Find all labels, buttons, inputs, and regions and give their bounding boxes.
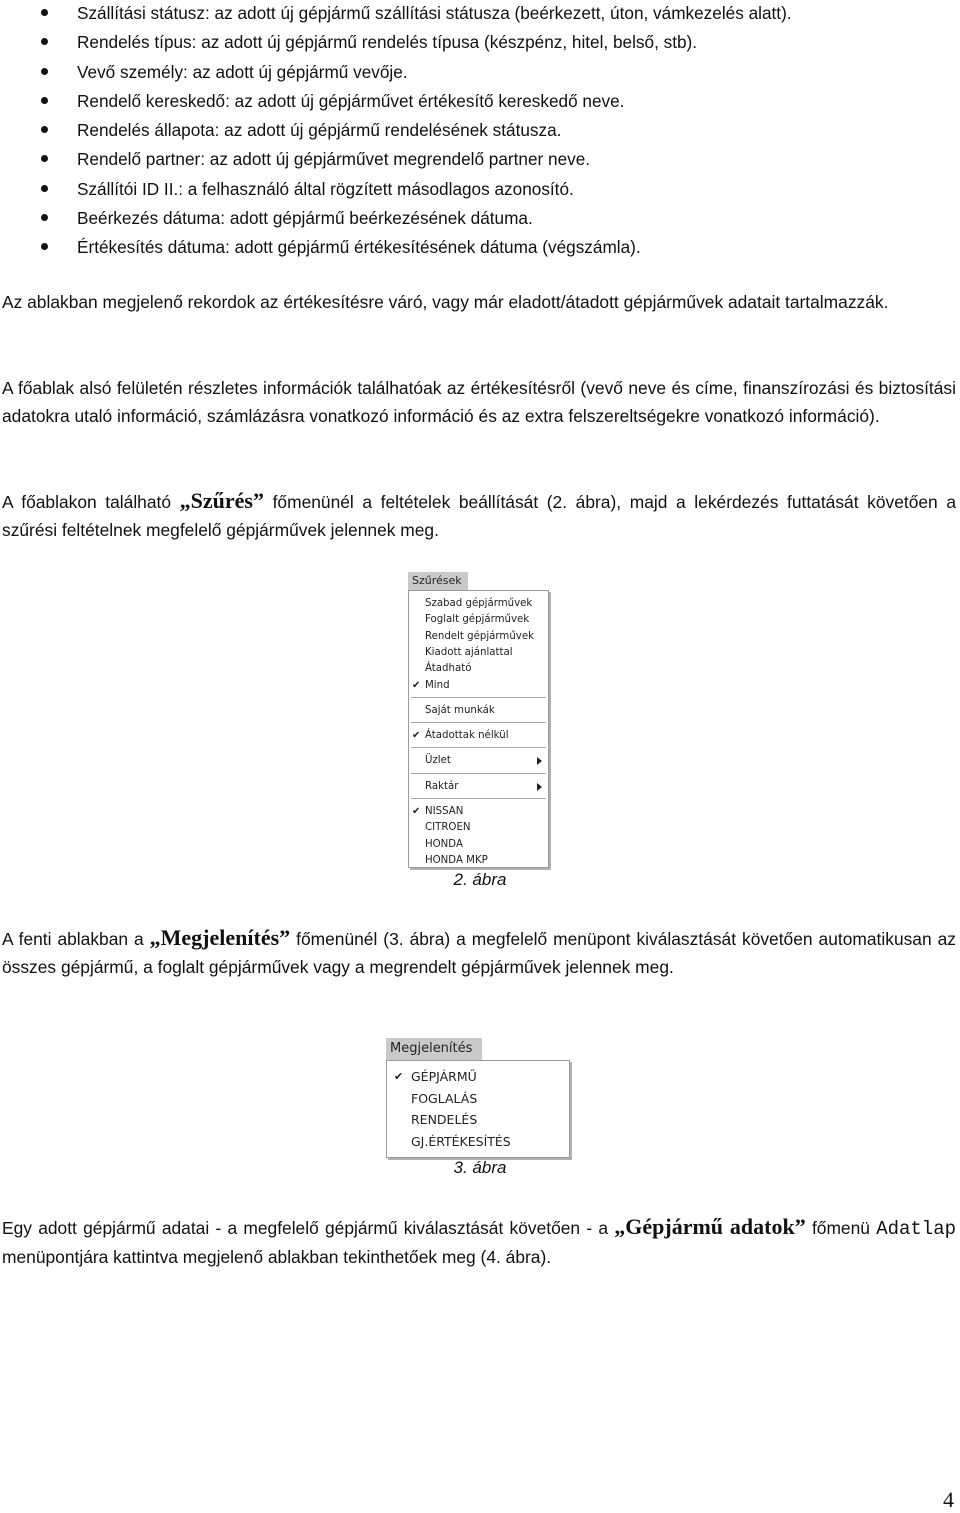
menu-item-label: NISSAN <box>425 806 464 817</box>
paragraph-text: főmenünél a feltételek beállítását (2. ábra), majd a lekérdezés futtatását követően a szűrési feltételnek megfelelő gépjárművek jelennek meg. <box>2 492 957 541</box>
bullet-item <box>0 234 960 263</box>
paragraph-text: A főablakon található <box>2 492 180 512</box>
paragraph-text: menüpontjára kattintva megjelenő ablakban tekinthetőek meg (4. ábra). <box>2 1247 552 1268</box>
checkmark-icon: ✔ <box>412 806 421 817</box>
bullet-item <box>0 176 960 205</box>
bullet-text: Szállítói ID II.: a felhasználó által rögzített másodlagos azonosító. <box>77 178 574 199</box>
menu-separator <box>411 747 546 749</box>
page-number: 4 <box>943 1487 954 1512</box>
bullet-item <box>0 205 960 234</box>
bullet-dot-icon <box>41 9 48 16</box>
paragraph-text: főmenünél (3. ábra) a megfelelő menüpont kiválasztását követően automatikusan az összes gépjármű, a foglalt gépjárművek vagy a megrendelt gépjárművek jelennek meg. <box>2 929 956 978</box>
menu-item-label: Mind <box>425 679 450 691</box>
bullet-dot-icon <box>41 155 48 162</box>
bullet-dot-icon <box>41 38 48 45</box>
szuresek-dropdown <box>408 590 549 868</box>
bullet-item <box>0 117 960 146</box>
bullet-dot-icon <box>41 214 48 221</box>
checkmark-icon: ✔ <box>394 1070 404 1083</box>
paragraph-text: főmenü <box>805 1218 877 1238</box>
megjelenites-dropdown <box>386 1060 570 1158</box>
bullet-item <box>0 88 960 117</box>
menu-separator <box>411 697 546 699</box>
menu-item-adatlap: Adatlap <box>876 1218 957 1240</box>
menu-name-gepjarmu-adatok: „Gépjármű adatok” <box>614 1214 806 1239</box>
bullet-text: Rendelés állapota: az adott új gépjármű rendelésének státusza. <box>77 120 562 141</box>
paragraph-text: A fenti ablakban a <box>2 929 150 949</box>
menu-item-label: Raktár <box>425 780 459 792</box>
menu-item[interactable] <box>409 779 548 795</box>
menu-item[interactable] <box>387 1132 569 1152</box>
menu-item[interactable] <box>409 728 548 744</box>
menu-item[interactable] <box>409 804 548 820</box>
menu-separator <box>411 798 546 800</box>
menu-item-label: FOGLALÁS <box>411 1090 478 1106</box>
menu-item-label: Foglalt gépjárművek <box>425 614 530 626</box>
bullet-dot-icon <box>41 185 48 192</box>
menu-title-szuresek[interactable]: Szűrések <box>408 572 468 590</box>
menu-name-megjelenites: „Megjelenítés” <box>149 925 291 950</box>
menu-separator <box>411 773 546 775</box>
menu-item-label: Szabad gépjárművek <box>425 598 533 609</box>
menu-item[interactable] <box>409 612 548 628</box>
menu-item[interactable] <box>409 645 548 661</box>
bullet-dot-icon <box>41 97 48 104</box>
menu-item[interactable] <box>409 837 548 853</box>
bullet-text: Szállítási státusz: az adott új gépjármű szállítási státusza (beérkezett, úton, vámkezelés alatt). <box>77 3 792 23</box>
paragraph-records: Az ablakban megjelenő rekordok az értékesítésre váró, vagy már eladott/átadott gépjárművek adatait tartalmazzák. <box>2 292 889 312</box>
menu-item[interactable] <box>387 1110 569 1130</box>
menu-item[interactable] <box>409 753 548 769</box>
szuresek-menu-figure <box>408 572 553 872</box>
menu-separator <box>411 722 546 724</box>
menu-item-label: GJ.ÉRTÉKESÍTÉS <box>411 1133 511 1149</box>
menu-item[interactable] <box>409 629 548 645</box>
bullet-item <box>0 146 960 175</box>
figure-caption-3: 3. ábra <box>453 1158 507 1177</box>
menu-item-label: Kiadott ajánlattal <box>425 646 513 658</box>
attribute-bullet-list <box>0 0 960 264</box>
bullet-text: Rendelés típus: az adott új gépjármű rendelés típusa (készpénz, hitel, belső, stb). <box>77 32 698 53</box>
paragraph-filter-menu <box>2 487 956 545</box>
bullet-item <box>0 59 960 88</box>
menu-item-label: HONDA MKP <box>425 854 488 866</box>
megjelenites-menu-figure <box>386 1038 574 1162</box>
bullet-text: Rendelő partner: az adott új gépjárművet megrendelő partner neve. <box>77 149 591 170</box>
menu-item[interactable] <box>409 661 548 677</box>
menu-item-label: RENDELÉS <box>411 1112 478 1127</box>
menu-item-label: Saját munkák <box>425 704 495 716</box>
menu-item-label: Átadottak nélkül <box>425 730 509 742</box>
bullet-item <box>0 29 960 58</box>
bullet-dot-icon <box>41 243 48 250</box>
paragraph-display-menu <box>2 924 956 982</box>
paragraph-vehicle-data <box>2 1213 956 1272</box>
bullet-text: Értékesítés dátuma: adott gépjármű értékesítésének dátuma (végszámla). <box>77 237 641 258</box>
bullet-text: Beérkezés dátuma: adott gépjármű beérkezésének dátuma. <box>77 208 533 229</box>
bullet-dot-icon <box>41 126 48 133</box>
submenu-arrow-icon <box>537 757 542 765</box>
menu-item[interactable] <box>409 820 548 836</box>
bullet-text: Vevő személy: az adott új gépjármű vevője. <box>77 61 408 82</box>
menu-name-szures: „Szűrés” <box>179 488 264 513</box>
paragraph-details: A főablak alsó felületén részletes információk találhatóak az értékesítésről (vevő neve és címe, finanszírozási és biztosítási adatokra utaló információ, számlázásra vonatkozó információ és az extra felszereltségekre vonatkozó információ). <box>2 378 956 427</box>
paragraph-text: Egy adott gépjármű adatai - a megfelelő gépjármű kiválasztását követően - a <box>2 1218 615 1238</box>
checkmark-icon: ✔ <box>412 679 421 691</box>
submenu-arrow-icon <box>537 783 542 791</box>
menu-item-label: Üzlet <box>425 755 451 767</box>
menu-item-label: Rendelt gépjárművek <box>425 630 535 642</box>
checkmark-icon: ✔ <box>412 730 421 742</box>
menu-item[interactable] <box>409 853 548 869</box>
menu-item-label: HONDA <box>425 838 463 850</box>
menu-item[interactable] <box>409 596 548 612</box>
menu-item-label: Átadható <box>425 663 472 675</box>
menu-title-megjelenites[interactable]: Megjelenítés <box>386 1038 482 1060</box>
bullet-dot-icon <box>41 68 48 75</box>
menu-item-label: GÉPJÁRMŰ <box>411 1069 477 1084</box>
figure-caption-2: 2. ábra <box>453 870 507 889</box>
bullet-item <box>0 0 960 29</box>
menu-item[interactable] <box>409 678 548 694</box>
bullet-text: Rendelő kereskedő: az adott új gépjárművet értékesítő kereskedő neve. <box>77 90 625 111</box>
menu-item[interactable] <box>387 1067 569 1087</box>
menu-item-label: CITROEN <box>425 822 471 834</box>
menu-item[interactable] <box>409 703 548 719</box>
menu-item[interactable] <box>387 1089 569 1109</box>
